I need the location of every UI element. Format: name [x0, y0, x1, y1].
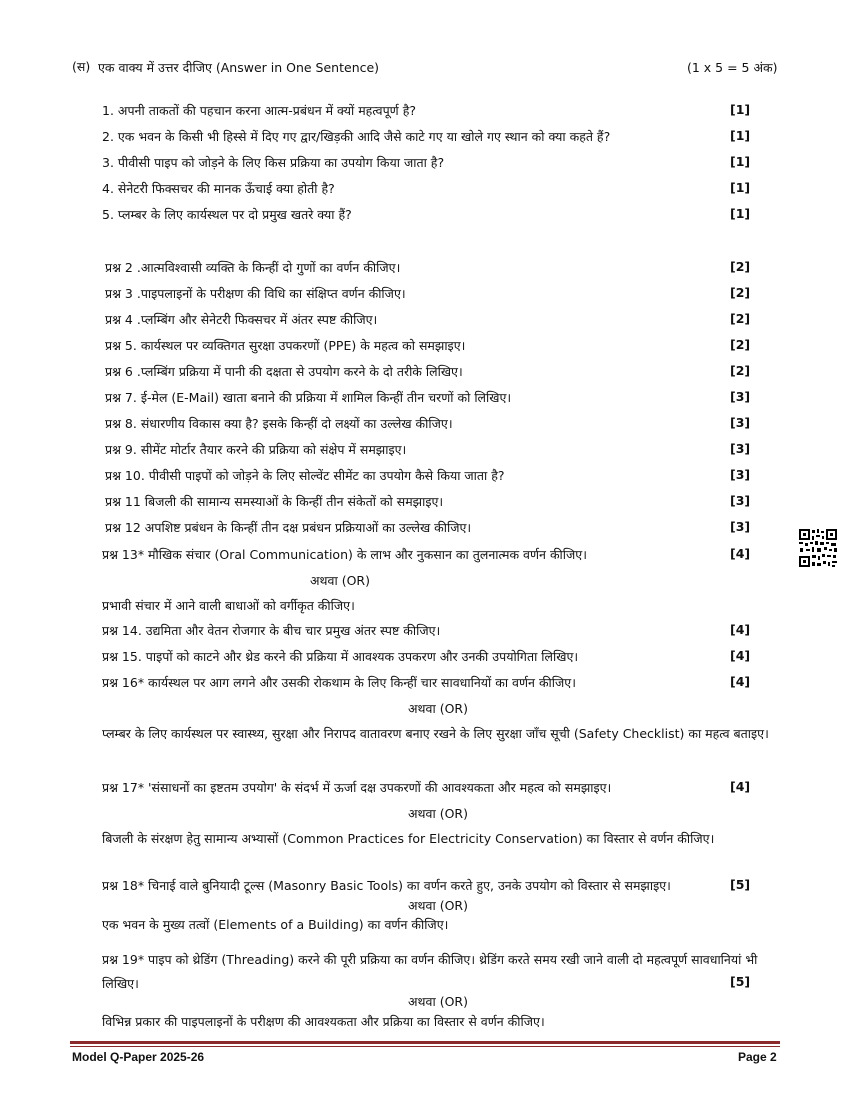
- one-sentence-q1: 1. अपनी ताकतों की पहचान करना आत्म-प्रबंधन में क्यों महत्वपूर्ण है?: [102, 103, 416, 118]
- question-18-or: अथवा (OR): [408, 898, 468, 913]
- question-15: प्रश्न 15. पाइपों को काटने और थ्रेड करने की प्रक्रिया में आवश्यक उपकरण और उनकी उपयोगिता लिखिए।: [102, 649, 579, 664]
- one-sentence-q2: 2. एक भवन के किसी भी हिस्से में दिए गए द्वार/खिड़की आदि जैसे काटे गए या खोले गए स्थान को क्या कहते हैं?: [102, 129, 611, 144]
- question-17: प्रश्न 17* 'संसाधनों का इष्टतम उपयोग' के संदर्भ में ऊर्जा दक्ष उपकरणों की आवश्यकता और महत्व को समझाइए।: [102, 780, 612, 795]
- question-9-marks: [3]: [730, 441, 751, 456]
- question-2-marks: [2]: [730, 259, 751, 274]
- question-13: प्रश्न 13* मौखिक संचार (Oral Communication) के लाभ और नुकसान का तुलनात्मक वर्णन कीजिए।: [102, 547, 587, 562]
- one-sentence-q5: 5. प्लम्बर के लिए कार्यस्थल पर दो प्रमुख खतरे क्या हैं?: [102, 207, 352, 222]
- section-label: (स): [72, 59, 91, 74]
- question-6-marks: [2]: [730, 363, 751, 378]
- question-19-marks: [5]: [730, 974, 751, 989]
- question-13-or: अथवा (OR): [310, 573, 370, 588]
- one-sentence-q5-marks: [1]: [730, 206, 751, 221]
- question-10-marks: [3]: [730, 467, 751, 482]
- question-3-marks: [2]: [730, 285, 751, 300]
- question-13-alt: प्रभावी संचार में आने वाली बाधाओं को वर्गीकृत कीजिए।: [102, 598, 355, 613]
- question-12-marks: [3]: [730, 519, 751, 534]
- footer-divider-thin: [70, 1046, 780, 1047]
- one-sentence-q3: 3. पीवीसी पाइप को जोड़ने के लिए किस प्रक्रिया का उपयोग किया जाता है?: [102, 155, 445, 170]
- question-15-marks: [4]: [730, 648, 751, 663]
- question-8-marks: [3]: [730, 415, 751, 430]
- question-16-alt: प्लम्बर के लिए कार्यस्थल पर स्वास्थ्य, सुरक्षा और निरापद वातावरण बनाए रखने के लिए सुरक्षा जाँच सूची (Safety Checklist) का महत्व बताइए।: [102, 726, 769, 741]
- question-5-marks: [2]: [730, 337, 751, 352]
- question-18: प्रश्न 18* चिनाई वाले बुनियादी टूल्स (Masonry Basic Tools) का वर्णन करते हुए, उनके उपयोग को विस्तार से समझाइए।: [102, 878, 671, 893]
- question-18-alt: एक भवन के मुख्य तत्वों (Elements of a Building) का वर्णन कीजिए।: [102, 917, 449, 932]
- question-17-marks: [4]: [730, 779, 751, 794]
- page-number: Page 2: [738, 1050, 777, 1064]
- question-8: प्रश्न 8. संधारणीय विकास क्या है? इसके किन्हीं दो लक्ष्यों का उल्लेख कीजिए।: [105, 416, 453, 431]
- question-17-alt: बिजली के संरक्षण हेतु सामान्य अभ्यासों (Common Practices for Electricity Conservation) का विस्तार से वर्णन कीजिए।: [102, 831, 715, 846]
- question-16-or: अथवा (OR): [408, 701, 468, 716]
- question-11-marks: [3]: [730, 493, 751, 508]
- question-14: प्रश्न 14. उद्यमिता और वेतन रोजगार के बीच चार प्रमुख अंतर स्पष्ट कीजिए।: [102, 623, 441, 638]
- question-12: प्रश्न 12 अपशिष्ट प्रबंधन के किन्हीं तीन दक्ष प्रबंधन प्रक्रियाओं का उल्लेख कीजिए।: [105, 520, 472, 535]
- one-sentence-q4-marks: [1]: [730, 180, 751, 195]
- one-sentence-q1-marks: [1]: [730, 102, 751, 117]
- one-sentence-q4: 4. सेनेटरी फिक्सचर की मानक ऊँचाई क्या होती है?: [102, 181, 335, 196]
- question-13-marks: [4]: [730, 546, 751, 561]
- question-17-or: अथवा (OR): [408, 806, 468, 821]
- question-14-marks: [4]: [730, 622, 751, 637]
- question-18-marks: [5]: [730, 877, 751, 892]
- question-2: प्रश्न 2 .आत्मविश्वासी व्यक्ति के किन्हीं दो गुणों का वर्णन कीजिए।: [105, 260, 401, 275]
- one-sentence-q3-marks: [1]: [730, 154, 751, 169]
- question-7: प्रश्न 7. ई-मेल (E-Mail) खाता बनाने की प्रक्रिया में शामिल किन्हीं तीन चरणों को लिखिए।: [105, 390, 512, 405]
- question-3: प्रश्न 3 .पाइपलाइनों के परीक्षण की विधि का संक्षिप्त वर्णन कीजिए।: [105, 286, 406, 301]
- question-19-alt: विभिन्न प्रकार की पाइपलाइनों के परीक्षण की आवश्यकता और प्रक्रिया का विस्तार से वर्णन कीजिए।: [102, 1014, 545, 1029]
- section-title: एक वाक्य में उत्तर दीजिए (Answer in One Sentence): [98, 60, 380, 75]
- question-4-marks: [2]: [730, 311, 751, 326]
- question-16-marks: [4]: [730, 674, 751, 689]
- question-11: प्रश्न 11 बिजली की सामान्य समस्याओं के किन्हीं तीन संकेतों को समझाइए।: [105, 494, 444, 509]
- question-6: प्रश्न 6 .प्लम्बिंग प्रक्रिया में पानी की दक्षता से उपयोग करने के दो तरीके लिखिए।: [105, 364, 463, 379]
- question-4: प्रश्न 4 .प्लम्बिंग और सेनेटरी फिक्सचर में अंतर स्पष्ट कीजिए।: [105, 312, 378, 327]
- question-16: प्रश्न 16* कार्यस्थल पर आग लगने और उसकी रोकथाम के लिए किन्हीं चार सावधानियों का वर्णन कीजिए।: [102, 675, 576, 690]
- footer-title: Model Q-Paper 2025-26: [72, 1050, 205, 1064]
- section-marks: (1 x 5 = 5 अंक): [687, 60, 778, 75]
- question-19-or: अथवा (OR): [408, 994, 468, 1009]
- footer-divider-thick: [70, 1041, 780, 1044]
- question-19: प्रश्न 19* पाइप को थ्रेडिंग (Threading) करने की पूरी प्रक्रिया का वर्णन कीजिए। थ्रेडिंग करते समय रखी जाने वाली दो महत्वपूर्ण सावधानियां भी लिखिए।: [102, 952, 758, 991]
- question-5: प्रश्न 5. कार्यस्थल पर व्यक्तिगत सुरक्षा उपकरणों (PPE) के महत्व को समझाइए।: [105, 338, 466, 353]
- question-10: प्रश्न 10. पीवीसी पाइपों को जोड़ने के लिए सोल्वेंट सीमेंट का उपयोग कैसे किया जाता है?: [105, 468, 505, 483]
- qr-code-icon: [798, 528, 838, 568]
- question-7-marks: [3]: [730, 389, 751, 404]
- question-9: प्रश्न 9. सीमेंट मोर्टार तैयार करने की प्रक्रिया को संक्षेप में समझाइए।: [105, 442, 407, 457]
- one-sentence-q2-marks: [1]: [730, 128, 751, 143]
